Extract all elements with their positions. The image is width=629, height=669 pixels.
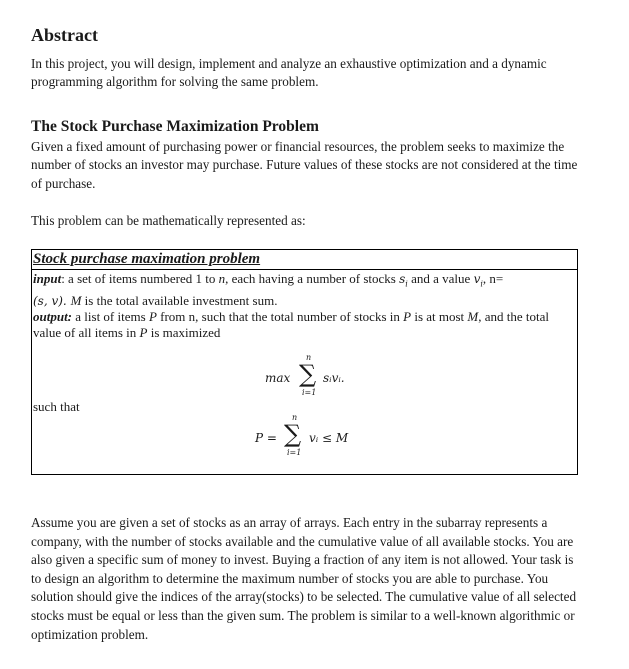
- input-definition: [33, 271, 573, 309]
- problem-definition-box: [31, 249, 578, 475]
- input-text-part: , each having a number of stocks: [225, 271, 400, 286]
- sum-upper-limit: n: [306, 353, 312, 362]
- input-text-part: and a value: [407, 271, 474, 286]
- output-P-symbol: P: [139, 325, 148, 341]
- output-M-symbol: M: [467, 309, 479, 325]
- problem-description: Given a fixed amount of purchasing power or financial resources, the problem seeks to maximize the number of stocks an investor may purchase. Future values of these stocks are not considered at the time of purchase.: [31, 139, 578, 191]
- representation-text: This problem can be mathematically represented as:: [31, 213, 306, 228]
- problem-box-title: Stock purchase maximation problem: [33, 251, 261, 267]
- closing-paragraph: Assume you are given a set of stocks as an array of arrays. Each entry in the subarray represents a company, with the number of stocks available and the cumulative value of all available stocks. You are also given a specific sum of money to invest. Buying a fraction of any item is not allowed. Your task is to design an algorithm to determine the maximum number of stocks you are able to purchase. You solution should give the indices of the array(stocks) to be selected. The cumulative value of all selected stocks must be equal or less than the given sum. The problem is similar to a well-known algorithmic or optimization problem.: [31, 515, 577, 642]
- input-vi-symbol: v: [473, 272, 481, 286]
- input-vi-subscript: i: [480, 279, 483, 289]
- abstract-text: In this project, you will design, implement and analyze an exhaustive optimization and a dynamic programming algorithm for solving the same problem.: [31, 56, 547, 90]
- problem-box-body: [33, 271, 573, 342]
- output-text-part: a list of items: [72, 309, 149, 325]
- output-text-part: from n, such that the total number of stocks in: [156, 309, 404, 325]
- problem-heading: The Stock Purchase Maximization Problem: [31, 118, 319, 135]
- input-text-part: , n=: [482, 271, 504, 286]
- output-P-symbol: P: [403, 309, 412, 325]
- input-si-subscript: i: [405, 279, 408, 289]
- input-text-part: is the total available investment sum.: [81, 292, 278, 308]
- output-label: output:: [33, 309, 73, 325]
- title-divider: [32, 269, 577, 270]
- input-n-symbol: n: [218, 271, 226, 286]
- output-text-part: , and the total value of all items in: [33, 309, 550, 341]
- such-that-label: such that: [33, 399, 80, 414]
- output-text-part: is maximized: [147, 325, 221, 341]
- constraint-lhs: P =: [255, 431, 277, 445]
- input-tuple: (s, v).: [33, 293, 71, 308]
- sum-upper-limit: n: [292, 413, 298, 422]
- output-definition: [33, 309, 573, 342]
- input-text-part: : a set of items numbered 1 to: [61, 271, 219, 286]
- objective-term: sᵢvᵢ.: [323, 371, 345, 385]
- abstract-heading: Abstract: [31, 25, 98, 45]
- output-text-part: is at most: [411, 309, 468, 325]
- sum-lower-limit: i=1: [287, 448, 302, 457]
- constraint-term: vᵢ ≤ M: [309, 431, 349, 445]
- input-label: input: [33, 271, 62, 286]
- summation-symbol: ∑: [299, 360, 317, 388]
- summation-symbol: ∑: [284, 420, 302, 448]
- sum-lower-limit: i=1: [302, 388, 317, 397]
- input-si-symbol: s: [399, 272, 406, 286]
- output-P-symbol: P: [148, 309, 157, 325]
- max-operator: max: [265, 371, 291, 385]
- input-M-symbol: M: [70, 292, 82, 308]
